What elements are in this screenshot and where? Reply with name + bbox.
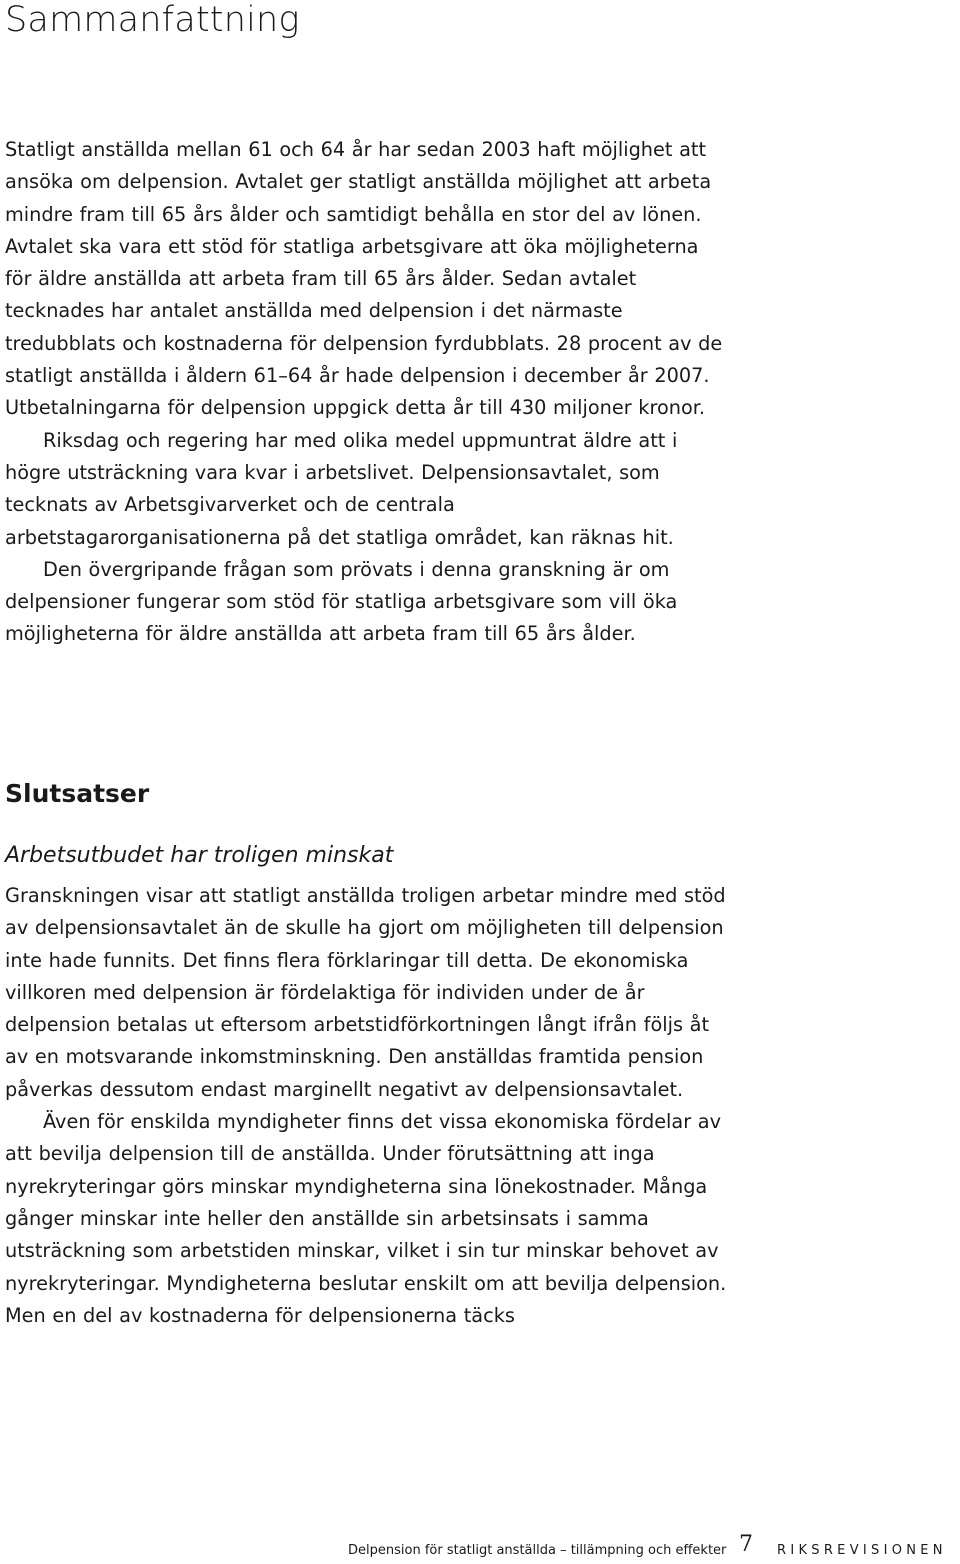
summary-paragraph: Riksdag och regering har med olika medel uppmuntrat äldre att i högre utsträckning vara kvar i arbetslivet. Delpensionsavtalet, som tecknats av Arbetsgivarverket och de centrala arbetstagarorganisationerna på det statliga området, kan räknas hit. (5, 428, 678, 549)
conclusion-paragraph: Granskningen visar att statligt anställda troligen arbetar mindre med stöd av delpensionsavtalet än de skulle ha gjort om möjligheten till delpension inte hade funnits. Det finns flera förklaringar till detta. De ekonomiska villkoren med delpension är fördelaktiga för individen under de år delpension betalas ut eftersom arbetstidförkortningen långt ifrån följs åt av en motsvarande inkomstminskning. Den anställdas framtida pension påverkas dessutom endast marginellt negativt av delpensionsavtalet. (5, 884, 726, 1101)
page-title: Sammanfattning (5, 0, 300, 40)
footer-brand-logo: RIKSREVISIONEN (777, 1543, 947, 1558)
page-footer (0, 1532, 960, 1564)
footer-page-number: 7 (739, 1532, 753, 1557)
summary-section (5, 134, 723, 651)
conclusions-section (5, 880, 731, 1332)
summary-paragraph: Statligt anställda mellan 61 och 64 år har sedan 2003 haft möjlighet att ansöka om delpension. Avtalet ger statligt anställda möjlighet att arbeta mindre fram till 65 års ålder och samtidigt behålla en stor del av lönen. Avtalet ska vara ett stöd för statliga arbetsgivare att öka möjligheterna för äldre anställda att arbeta fram till 65 års ålder. Sedan avtalet tecknades har antalet anställda med delpension i det närmaste tredubblats och kostnaderna för delpension fyrdubblats. 28 procent av de statligt anställda i åldern 61–64 år hade delpension i december år 2007. Utbetalningarna för delpension uppgick detta år till 430 miljoner kronor. (5, 138, 723, 420)
conclusion-paragraph: Även för enskilda myndigheter finns det vissa ekonomiska fördelar av att bevilja delpension till de anställda. Under förutsättning att inga nyrekryteringar görs minskar myndigheterna sina lönekostnader. Många gånger minskar inte heller den anställde sin arbetsinsats i samma utsträckning som arbetstiden minskar, vilket i sin tur minskar behovet av nyrekryteringar. Myndigheterna beslutar enskilt om att bevilja delpension. Men en del av kostnaderna för delpensionerna täcks (5, 1110, 727, 1327)
summary-paragraph: Den övergripande frågan som prövats i denna granskning är om delpensioner fungerar som stöd för statliga arbetsgivare som vill öka möjligheterna för äldre anställda att arbeta fram till 65 års ålder. (5, 557, 678, 646)
section-heading: Slutsatser (5, 779, 150, 808)
footer-document-title: Delpension för statligt anställda – tillämpning och effekter (348, 1543, 727, 1558)
sub-heading: Arbetsutbudet har troligen minskat (5, 843, 394, 868)
